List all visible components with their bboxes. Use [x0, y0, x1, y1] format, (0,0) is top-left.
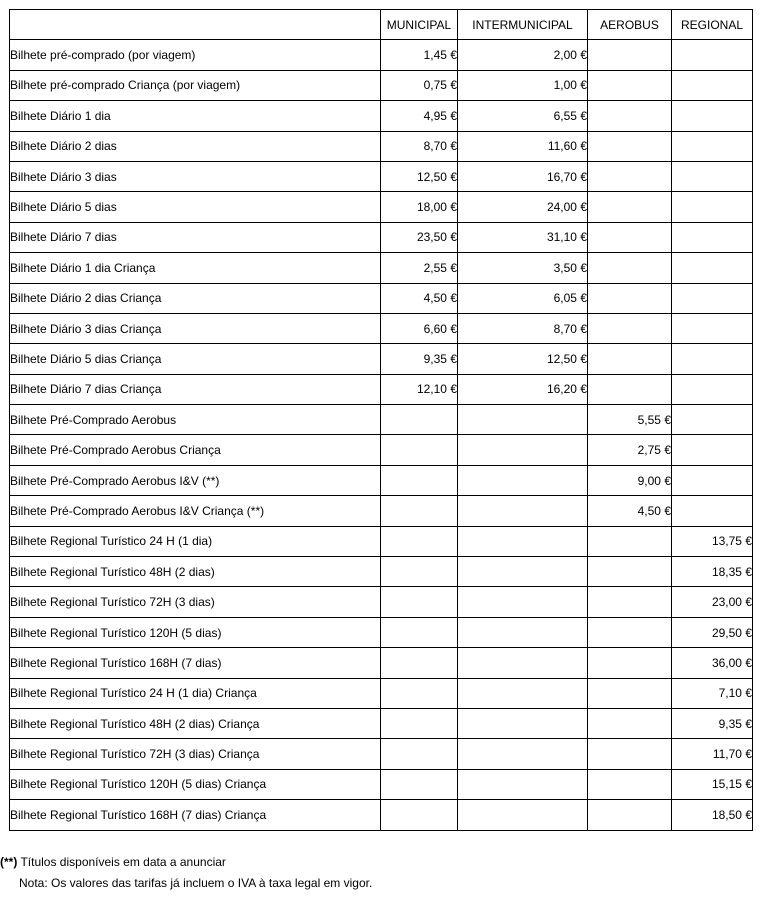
- aerobus-price-cell: [588, 739, 672, 769]
- ticket-name-cell: Bilhete Regional Turístico 48H (2 dias) Criança: [10, 708, 381, 738]
- intermunicipal-price-cell: [458, 405, 588, 435]
- table-row: [10, 648, 753, 678]
- regional-price-cell: [672, 465, 753, 495]
- tariff-table: [9, 9, 753, 831]
- ticket-name-cell: Bilhete Regional Turístico 168H (7 dias) Criança: [10, 800, 381, 830]
- ticket-name-cell: Bilhete Pré-Comprado Aerobus Criança: [10, 435, 381, 465]
- intermunicipal-price-cell: [458, 435, 588, 465]
- intermunicipal-price-cell: 11,60 €: [458, 131, 588, 161]
- regional-price-cell: [672, 101, 753, 131]
- ticket-name-cell: Bilhete Regional Turístico 48H (2 dias): [10, 557, 381, 587]
- aerobus-price-cell: [588, 769, 672, 799]
- municipal-price-cell: [381, 678, 458, 708]
- ticket-name-cell: Bilhete Diário 7 dias: [10, 222, 381, 252]
- intermunicipal-price-cell: 12,50 €: [458, 344, 588, 374]
- municipal-price-cell: [381, 435, 458, 465]
- aerobus-price-cell: [588, 708, 672, 738]
- ticket-name-cell: Bilhete Diário 1 dia Criança: [10, 253, 381, 283]
- intermunicipal-price-cell: [458, 557, 588, 587]
- municipal-price-cell: [381, 617, 458, 647]
- regional-price-cell: 29,50 €: [672, 617, 753, 647]
- note-marker-text: Títulos disponíveis em data a anunciar: [17, 855, 226, 869]
- footnotes: [0, 852, 372, 894]
- municipal-price-cell: 8,70 €: [381, 131, 458, 161]
- regional-price-cell: [672, 435, 753, 465]
- aerobus-price-cell: 2,75 €: [588, 435, 672, 465]
- ticket-name-cell: Bilhete Diário 1 dia: [10, 101, 381, 131]
- aerobus-price-cell: [588, 192, 672, 222]
- table-row: [10, 678, 753, 708]
- aerobus-price-cell: [588, 617, 672, 647]
- intermunicipal-price-cell: 8,70 €: [458, 313, 588, 343]
- ticket-name-cell: Bilhete Regional Turístico 168H (7 dias): [10, 648, 381, 678]
- aerobus-price-cell: [588, 344, 672, 374]
- aerobus-price-cell: [588, 648, 672, 678]
- ticket-name-cell: Bilhete Diário 5 dias Criança: [10, 344, 381, 374]
- table-row: [10, 769, 753, 799]
- header-municipal: MUNICIPAL: [381, 10, 458, 40]
- intermunicipal-price-cell: 6,55 €: [458, 101, 588, 131]
- table-row: [10, 253, 753, 283]
- ticket-name-cell: Bilhete Regional Turístico 24 H (1 dia): [10, 526, 381, 556]
- table-row: [10, 526, 753, 556]
- header-ticket-name: [10, 10, 381, 40]
- table-row: [10, 557, 753, 587]
- municipal-price-cell: 2,55 €: [381, 253, 458, 283]
- aerobus-price-cell: [588, 40, 672, 70]
- regional-price-cell: [672, 222, 753, 252]
- table-row: [10, 617, 753, 647]
- municipal-price-cell: [381, 708, 458, 738]
- intermunicipal-price-cell: 16,70 €: [458, 161, 588, 191]
- intermunicipal-price-cell: 31,10 €: [458, 222, 588, 252]
- municipal-price-cell: 9,35 €: [381, 344, 458, 374]
- table-row: [10, 101, 753, 131]
- regional-price-cell: [672, 253, 753, 283]
- aerobus-price-cell: [588, 374, 672, 404]
- header-aerobus: AEROBUS: [588, 10, 672, 40]
- table-row: [10, 587, 753, 617]
- ticket-name-cell: Bilhete Regional Turístico 120H (5 dias) Criança: [10, 769, 381, 799]
- municipal-price-cell: 18,00 €: [381, 192, 458, 222]
- table-row: [10, 435, 753, 465]
- municipal-price-cell: 12,10 €: [381, 374, 458, 404]
- regional-price-cell: 18,35 €: [672, 557, 753, 587]
- header-row: [10, 10, 753, 40]
- regional-price-cell: [672, 192, 753, 222]
- aerobus-price-cell: [588, 283, 672, 313]
- regional-price-cell: [672, 313, 753, 343]
- table-row: [10, 344, 753, 374]
- aerobus-price-cell: [588, 557, 672, 587]
- table-row: [10, 800, 753, 830]
- regional-price-cell: [672, 344, 753, 374]
- intermunicipal-price-cell: 16,20 €: [458, 374, 588, 404]
- aerobus-price-cell: [588, 800, 672, 830]
- ticket-name-cell: Bilhete Diário 3 dias Criança: [10, 313, 381, 343]
- table-row: [10, 40, 753, 70]
- aerobus-price-cell: [588, 101, 672, 131]
- ticket-name-cell: Bilhete Diário 2 dias: [10, 131, 381, 161]
- table-row: [10, 70, 753, 100]
- regional-price-cell: 13,75 €: [672, 526, 753, 556]
- intermunicipal-price-cell: 2,00 €: [458, 40, 588, 70]
- ticket-name-cell: Bilhete Diário 5 dias: [10, 192, 381, 222]
- table-row: [10, 283, 753, 313]
- vat-note: Nota: Os valores das tarifas já incluem o IVA à taxa legal em vigor.: [19, 876, 373, 890]
- aerobus-price-cell: [588, 70, 672, 100]
- table-row: [10, 496, 753, 526]
- tariff-body: [10, 40, 753, 830]
- municipal-price-cell: [381, 800, 458, 830]
- regional-price-cell: [672, 70, 753, 100]
- regional-price-cell: 36,00 €: [672, 648, 753, 678]
- ticket-name-cell: Bilhete Pré-Comprado Aerobus I&V Criança (**): [10, 496, 381, 526]
- municipal-price-cell: [381, 465, 458, 495]
- municipal-price-cell: [381, 496, 458, 526]
- intermunicipal-price-cell: 3,50 €: [458, 253, 588, 283]
- ticket-name-cell: Bilhete Regional Turístico 72H (3 dias): [10, 587, 381, 617]
- intermunicipal-price-cell: 6,05 €: [458, 283, 588, 313]
- regional-price-cell: 9,35 €: [672, 708, 753, 738]
- municipal-price-cell: 6,60 €: [381, 313, 458, 343]
- ticket-name-cell: Bilhete Pré-Comprado Aerobus I&V (**): [10, 465, 381, 495]
- municipal-price-cell: 4,95 €: [381, 101, 458, 131]
- ticket-name-cell: Bilhete pré-comprado Criança (por viagem): [10, 70, 381, 100]
- ticket-name-cell: Bilhete pré-comprado (por viagem): [10, 40, 381, 70]
- intermunicipal-price-cell: [458, 769, 588, 799]
- ticket-name-cell: Bilhete Regional Turístico 120H (5 dias): [10, 617, 381, 647]
- aerobus-price-cell: [588, 161, 672, 191]
- aerobus-price-cell: [588, 587, 672, 617]
- municipal-price-cell: [381, 405, 458, 435]
- aerobus-price-cell: [588, 253, 672, 283]
- municipal-price-cell: 12,50 €: [381, 161, 458, 191]
- intermunicipal-price-cell: 1,00 €: [458, 70, 588, 100]
- municipal-price-cell: 23,50 €: [381, 222, 458, 252]
- ticket-name-cell: Bilhete Diário 3 dias: [10, 161, 381, 191]
- intermunicipal-price-cell: [458, 648, 588, 678]
- aerobus-price-cell: 9,00 €: [588, 465, 672, 495]
- table-row: [10, 739, 753, 769]
- ticket-name-cell: Bilhete Pré-Comprado Aerobus: [10, 405, 381, 435]
- intermunicipal-price-cell: [458, 526, 588, 556]
- ticket-name-cell: Bilhete Regional Turístico 24 H (1 dia) Criança: [10, 678, 381, 708]
- intermunicipal-price-cell: [458, 465, 588, 495]
- header-intermunicipal: INTERMUNICIPAL: [458, 10, 588, 40]
- ticket-name-cell: Bilhete Regional Turístico 72H (3 dias) Criança: [10, 739, 381, 769]
- availability-note: [0, 852, 372, 873]
- intermunicipal-price-cell: [458, 496, 588, 526]
- regional-price-cell: [672, 374, 753, 404]
- table-row: [10, 131, 753, 161]
- municipal-price-cell: [381, 557, 458, 587]
- aerobus-price-cell: [588, 526, 672, 556]
- table-row: [10, 708, 753, 738]
- regional-price-cell: 15,15 €: [672, 769, 753, 799]
- aerobus-price-cell: 4,50 €: [588, 496, 672, 526]
- intermunicipal-price-cell: 24,00 €: [458, 192, 588, 222]
- table-row: [10, 222, 753, 252]
- regional-price-cell: 7,10 €: [672, 678, 753, 708]
- aerobus-price-cell: 5,55 €: [588, 405, 672, 435]
- municipal-price-cell: [381, 648, 458, 678]
- municipal-price-cell: 0,75 €: [381, 70, 458, 100]
- aerobus-price-cell: [588, 678, 672, 708]
- municipal-price-cell: [381, 769, 458, 799]
- note-marker: (**): [0, 855, 18, 869]
- intermunicipal-price-cell: [458, 708, 588, 738]
- table-row: [10, 192, 753, 222]
- aerobus-price-cell: [588, 131, 672, 161]
- regional-price-cell: 23,00 €: [672, 587, 753, 617]
- intermunicipal-price-cell: [458, 800, 588, 830]
- table-row: [10, 405, 753, 435]
- intermunicipal-price-cell: [458, 739, 588, 769]
- municipal-price-cell: 1,45 €: [381, 40, 458, 70]
- ticket-name-cell: Bilhete Diário 7 dias Criança: [10, 374, 381, 404]
- table-row: [10, 374, 753, 404]
- table-row: [10, 161, 753, 191]
- regional-price-cell: [672, 496, 753, 526]
- ticket-name-cell: Bilhete Diário 2 dias Criança: [10, 283, 381, 313]
- regional-price-cell: [672, 405, 753, 435]
- municipal-price-cell: [381, 739, 458, 769]
- table-row: [10, 313, 753, 343]
- regional-price-cell: [672, 161, 753, 191]
- intermunicipal-price-cell: [458, 678, 588, 708]
- table-row: [10, 465, 753, 495]
- aerobus-price-cell: [588, 313, 672, 343]
- municipal-price-cell: 4,50 €: [381, 283, 458, 313]
- regional-price-cell: [672, 131, 753, 161]
- municipal-price-cell: [381, 526, 458, 556]
- regional-price-cell: [672, 283, 753, 313]
- regional-price-cell: 18,50 €: [672, 800, 753, 830]
- intermunicipal-price-cell: [458, 617, 588, 647]
- municipal-price-cell: [381, 587, 458, 617]
- regional-price-cell: [672, 40, 753, 70]
- regional-price-cell: 11,70 €: [672, 739, 753, 769]
- intermunicipal-price-cell: [458, 587, 588, 617]
- header-regional: REGIONAL: [672, 10, 753, 40]
- aerobus-price-cell: [588, 222, 672, 252]
